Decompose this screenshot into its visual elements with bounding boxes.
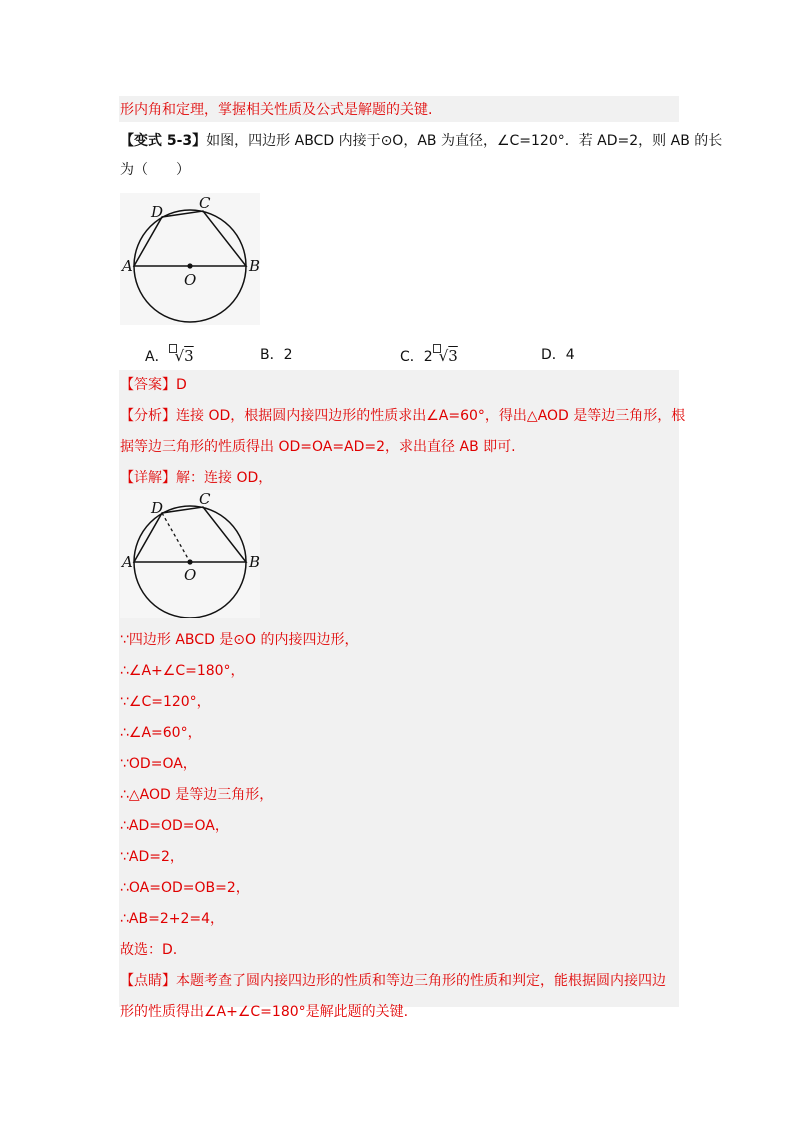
- comment-line-2: 形的性质得出∠A+∠C=180°是解此题的关键.: [120, 1004, 409, 1020]
- comment-text-1: 本题考查了圆内接四边形的性质和等边三角形的性质和判定，能根据圆内接四边: [176, 973, 666, 989]
- label-c: C: [199, 194, 211, 212]
- step-9: ∴OA=OD=OB=2，: [120, 880, 250, 896]
- answer-tag: 【答案】: [120, 377, 176, 393]
- detail-tag: 【详解】: [120, 470, 176, 486]
- figure-circle-quadrilateral: [120, 193, 260, 325]
- comment-line-1: [120, 971, 666, 991]
- analysis-text-1: 连接 OD，根据圆内接四边形的性质求出∠A=60°，得出△AOD 是等边三角形，根: [176, 408, 686, 424]
- question-text-1: 如图，四边形 ABCD 内接于⊙O，AB 为直径，∠C=120°．若 AD=2，则 AB 的长: [206, 133, 723, 149]
- question-line-1: [120, 131, 722, 151]
- label-b: B: [249, 257, 260, 275]
- segment-od: [162, 513, 190, 562]
- option-d[interactable]: [541, 344, 575, 364]
- option-b[interactable]: [260, 344, 293, 364]
- figure-circle-with-od: [120, 490, 260, 618]
- step-10: ∴AB=2+2=4，: [120, 911, 225, 927]
- option-c-radicand: 3: [448, 347, 458, 365]
- option-a-radicand: 3: [184, 347, 194, 365]
- answer-text: D: [176, 377, 187, 393]
- analysis-tag: 【分析】: [120, 408, 176, 424]
- option-b-value: 2: [283, 347, 293, 363]
- option-c[interactable]: [400, 344, 458, 366]
- step-5: ∵OD=OA，: [120, 756, 197, 772]
- step-3: ∵∠C=120°，: [120, 694, 211, 710]
- option-b-letter: B．: [260, 347, 284, 363]
- step-6: ∴△AOD 是等边三角形，: [120, 787, 274, 803]
- center-point: [187, 263, 192, 268]
- label-a: A: [122, 257, 133, 275]
- label-o: O: [184, 271, 197, 289]
- step-8: ∵AD=2，: [120, 849, 184, 865]
- answer-line: [120, 375, 187, 395]
- option-a-letter: A．: [145, 349, 169, 365]
- option-d-value: 4: [565, 347, 575, 363]
- analysis-line-2: 据等边三角形的性质得出 OD=OA=AD=2，求出直径 AB 即可.: [120, 439, 516, 455]
- intro-text: 形内角和定理，掌握相关性质及公式是解题的关键.: [120, 102, 433, 118]
- option-a-value: √3: [169, 347, 194, 365]
- step-2: ∴∠A+∠C=180°，: [120, 663, 245, 679]
- detail-text: 解：连接 OD，: [176, 470, 273, 486]
- label-b-2: B: [249, 553, 260, 571]
- label-d-2: D: [151, 499, 164, 517]
- detail-line: [120, 468, 272, 488]
- center-point-2: [187, 559, 192, 564]
- label-o-2: O: [184, 566, 197, 584]
- option-d-letter: D．: [541, 347, 566, 363]
- step-1: ∵四边形 ABCD 是⊙O 的内接四边形，: [120, 632, 359, 648]
- option-c-coef: 2: [423, 349, 433, 365]
- label-c-2: C: [199, 490, 211, 508]
- step-11: 故选：D.: [120, 942, 178, 958]
- label-d: D: [151, 203, 164, 221]
- option-c-value: √3: [433, 347, 458, 365]
- option-a[interactable]: [145, 344, 194, 366]
- question-tag: 【变式 5-3】: [120, 133, 207, 149]
- step-4: ∴∠A=60°，: [120, 725, 202, 741]
- step-7: ∴AD=OD=OA，: [120, 818, 229, 834]
- analysis-line-1: [120, 406, 685, 426]
- option-c-letter: C．: [400, 349, 424, 365]
- question-line-2: 为（ ）: [120, 162, 190, 178]
- label-a-2: A: [122, 553, 133, 571]
- comment-tag: 【点睛】: [120, 973, 176, 989]
